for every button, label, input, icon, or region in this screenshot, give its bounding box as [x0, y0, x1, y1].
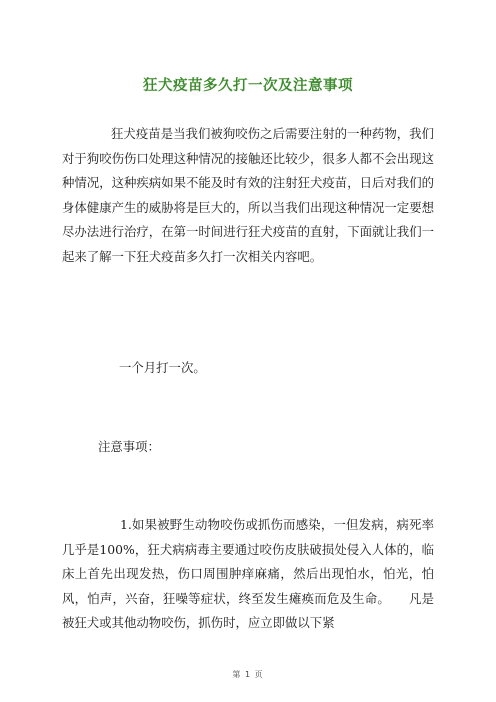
paragraph-note-1: 1.如果被野生动物咬伤或抓伤而感染，一但发病，病死率几乎是100%，狂犬病病毒主要通过咬伤皮肤破损处侵入人体的，临床上首先出现发热，伤口周围肿痒麻痛，然后出现怕水，怕光，怕风，怕声，兴奋，狂噪等症状，终至发生瘫痪而危及生命。 凡是被狂犬或其他动物咬伤，抓伤时，应立即做以下紧 — [62, 517, 434, 631]
document-title: 狂犬疫苗多久打一次及注意事项 — [143, 77, 353, 94]
paragraph-frequency: 一个月打一次。 — [119, 360, 206, 375]
paragraph-notes-heading: 注意事项： — [98, 439, 160, 454]
page-number: 第 1 页 — [232, 670, 264, 679]
paragraph-intro: 狂犬疫苗是当我们被狗咬伤之后需要注射的一种药物，我们对于狗咬伤伤口处理这种情况的接触还比较少，很多人都不会出现这种情况，这种疾病如果不能及时有效的注射狂犬疫苗，日后对我们的身体健康产生的威胁将是巨大的，所以当我们出现这种情况一定要想尽办法进行治疗，在第一时间进行狂犬疫苗的直射，下面就让我们一起来了解一下狂犬疫苗多久打一次相关内容吧。 — [62, 126, 434, 264]
